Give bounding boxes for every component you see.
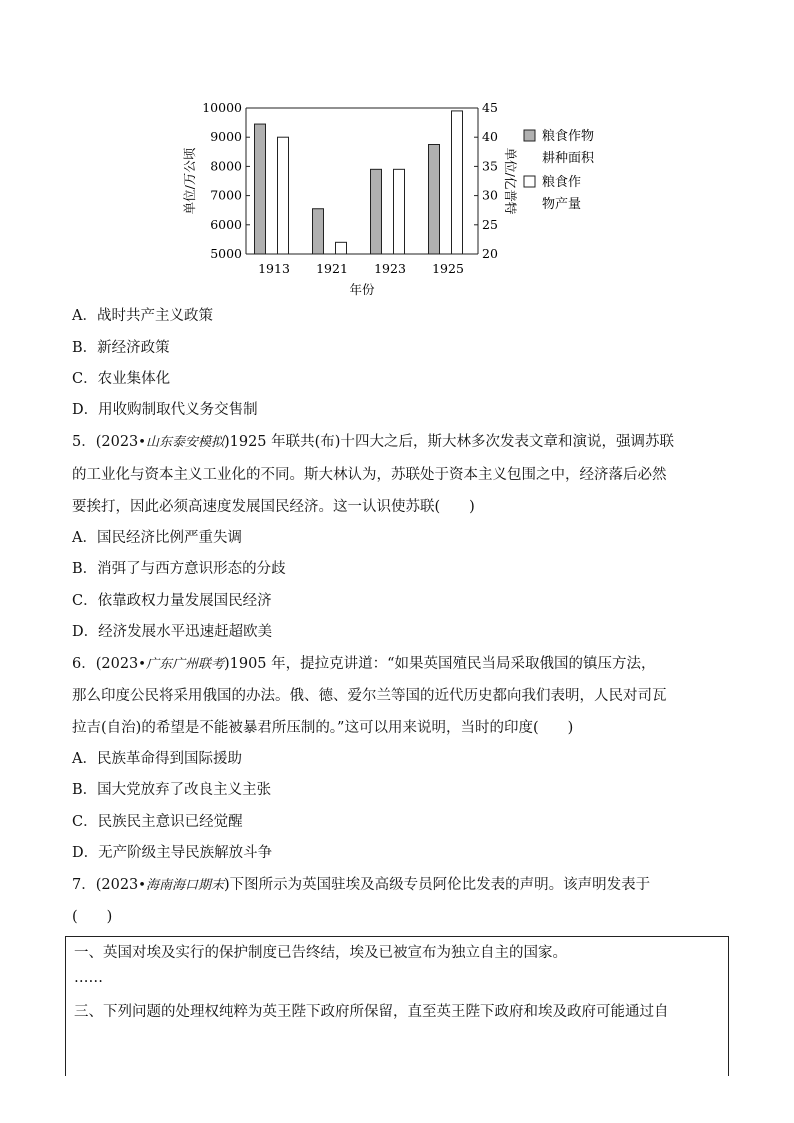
y-right-tick-label: 35 xyxy=(482,158,498,174)
legend-label: 粮食作 xyxy=(542,175,582,190)
q6-stem-line2: 那么印度公民将采用俄国的办法。俄、德、爱尔兰等国的近代历史都向我们表明，人民对司瓦 xyxy=(72,688,667,704)
x-tick-label: 1923 xyxy=(374,261,406,276)
q7-stem-line1 xyxy=(72,875,650,896)
y-left-tick-label: 9000 xyxy=(210,129,242,145)
bar-area-1925 xyxy=(429,145,440,255)
y-left-tick-label: 6000 xyxy=(210,216,242,232)
q5-option-b: B．消弭了与西方意识形态的分歧 xyxy=(72,561,286,577)
x-tick-label: 1913 xyxy=(258,261,290,276)
q5-option-c: C．依靠政权力量发展国民经济 xyxy=(72,593,272,609)
q6-source: •广东广州联考 xyxy=(138,657,224,672)
q6-option-b: B．国大党放弃了改良主义主张 xyxy=(72,782,272,798)
q5-option-d: D．经济发展水平迅速赶超欧美 xyxy=(72,624,273,640)
bar-chart xyxy=(170,92,640,302)
bar-area-1913 xyxy=(255,124,266,254)
q6-stem-text: )1905 年，提拉克讲道：“如果英国殖民当局采取俄国的镇压方法， xyxy=(223,656,656,672)
q5-stem-text: )1925 年联共(布)十四大之后，斯大林多次发表文章和演说，强调苏联 xyxy=(223,434,674,450)
y-left-tick-label: 8000 xyxy=(210,158,242,174)
legend-label: 耕种面积 xyxy=(542,151,595,166)
q6-number: 6．(2023 xyxy=(72,656,139,672)
q4-option-a: A．战时共产主义政策 xyxy=(72,308,213,324)
x-tick-label: 1921 xyxy=(316,261,348,276)
q7-quote-line1: 一、英国对埃及实行的保护制度已告终结，埃及已被宣布为独立自主的国家。 xyxy=(74,945,567,961)
bar-output-1921 xyxy=(336,242,347,254)
y-right-tick-label: 45 xyxy=(482,100,498,115)
q5-stem-line3: 要挨打，因此必须高速度发展国民经济。这一认识使苏联( ) xyxy=(72,499,475,515)
bar-output-1923 xyxy=(394,169,405,254)
q6-stem-line1 xyxy=(72,654,656,675)
legend-label: 物产量 xyxy=(542,197,582,212)
bar-area-1921 xyxy=(313,209,324,254)
x-axis-title: 年份 xyxy=(349,282,375,297)
q7-stem-line2: ( ) xyxy=(72,909,113,925)
legend-label: 粮食作物 xyxy=(542,129,595,144)
y-left-tick-label: 5000 xyxy=(210,246,242,261)
y-right-tick-label: 30 xyxy=(482,187,498,203)
x-tick-label: 1925 xyxy=(432,261,464,276)
y-right-tick-label: 40 xyxy=(482,129,498,145)
y-right-tick-label: 25 xyxy=(482,216,498,232)
q6-option-c: C．民族民主意识已经觉醒 xyxy=(72,814,243,830)
q7-quote-box xyxy=(65,936,729,1076)
q4-option-b: B．新经济政策 xyxy=(72,340,170,356)
q6-stem-line3: 拉吉(自治)的希望是不能被暴君所压制的。”这可以用来说明，当时的印度( ) xyxy=(72,720,574,736)
q7-stem-text: )下图所示为英国驻埃及高级专员阿伦比发表的声明。该声明发表于 xyxy=(223,877,651,893)
bar-output-1913 xyxy=(278,137,289,254)
legend-swatch xyxy=(524,176,535,187)
q7-quote-line3: 三、下列问题的处理权纯粹为英王陛下政府所保留，直至英王陛下政府和埃及政府可能通过自 xyxy=(74,1004,669,1020)
q5-stem-line2: 的工业化与资本主义工业化的不同。斯大林认为，苏联处于资本主义包围之中，经济落后必然 xyxy=(72,467,667,483)
y-left-tick-label: 10000 xyxy=(202,100,242,115)
bar-output-1925 xyxy=(452,111,463,254)
q6-option-d: D．无产阶级主导民族解放斗争 xyxy=(72,845,273,861)
y-left-tick-label: 7000 xyxy=(210,187,242,203)
q5-stem-line1 xyxy=(72,432,674,453)
q7-quote-ellipsis: …… xyxy=(74,970,103,986)
q6-option-a: A．民族革命得到国际援助 xyxy=(72,751,242,767)
q5-option-a: A．国民经济比例严重失调 xyxy=(72,530,242,546)
q7-number: 7．(2023 xyxy=(72,877,139,893)
bar-area-1923 xyxy=(371,169,382,254)
y-right-axis-title: 单位/亿普特 xyxy=(503,147,518,215)
legend-swatch xyxy=(524,130,535,141)
q4-option-c: C．农业集体化 xyxy=(72,371,171,387)
y-left-axis-title: 单位/万公顷 xyxy=(182,147,197,215)
q5-source: •山东泰安模拟 xyxy=(138,435,224,450)
y-right-tick-label: 20 xyxy=(482,246,498,261)
q4-option-d: D．用收购制取代义务交售制 xyxy=(72,402,258,418)
q5-number: 5．(2023 xyxy=(72,434,139,450)
q7-source: •海南海口期末 xyxy=(138,878,224,893)
